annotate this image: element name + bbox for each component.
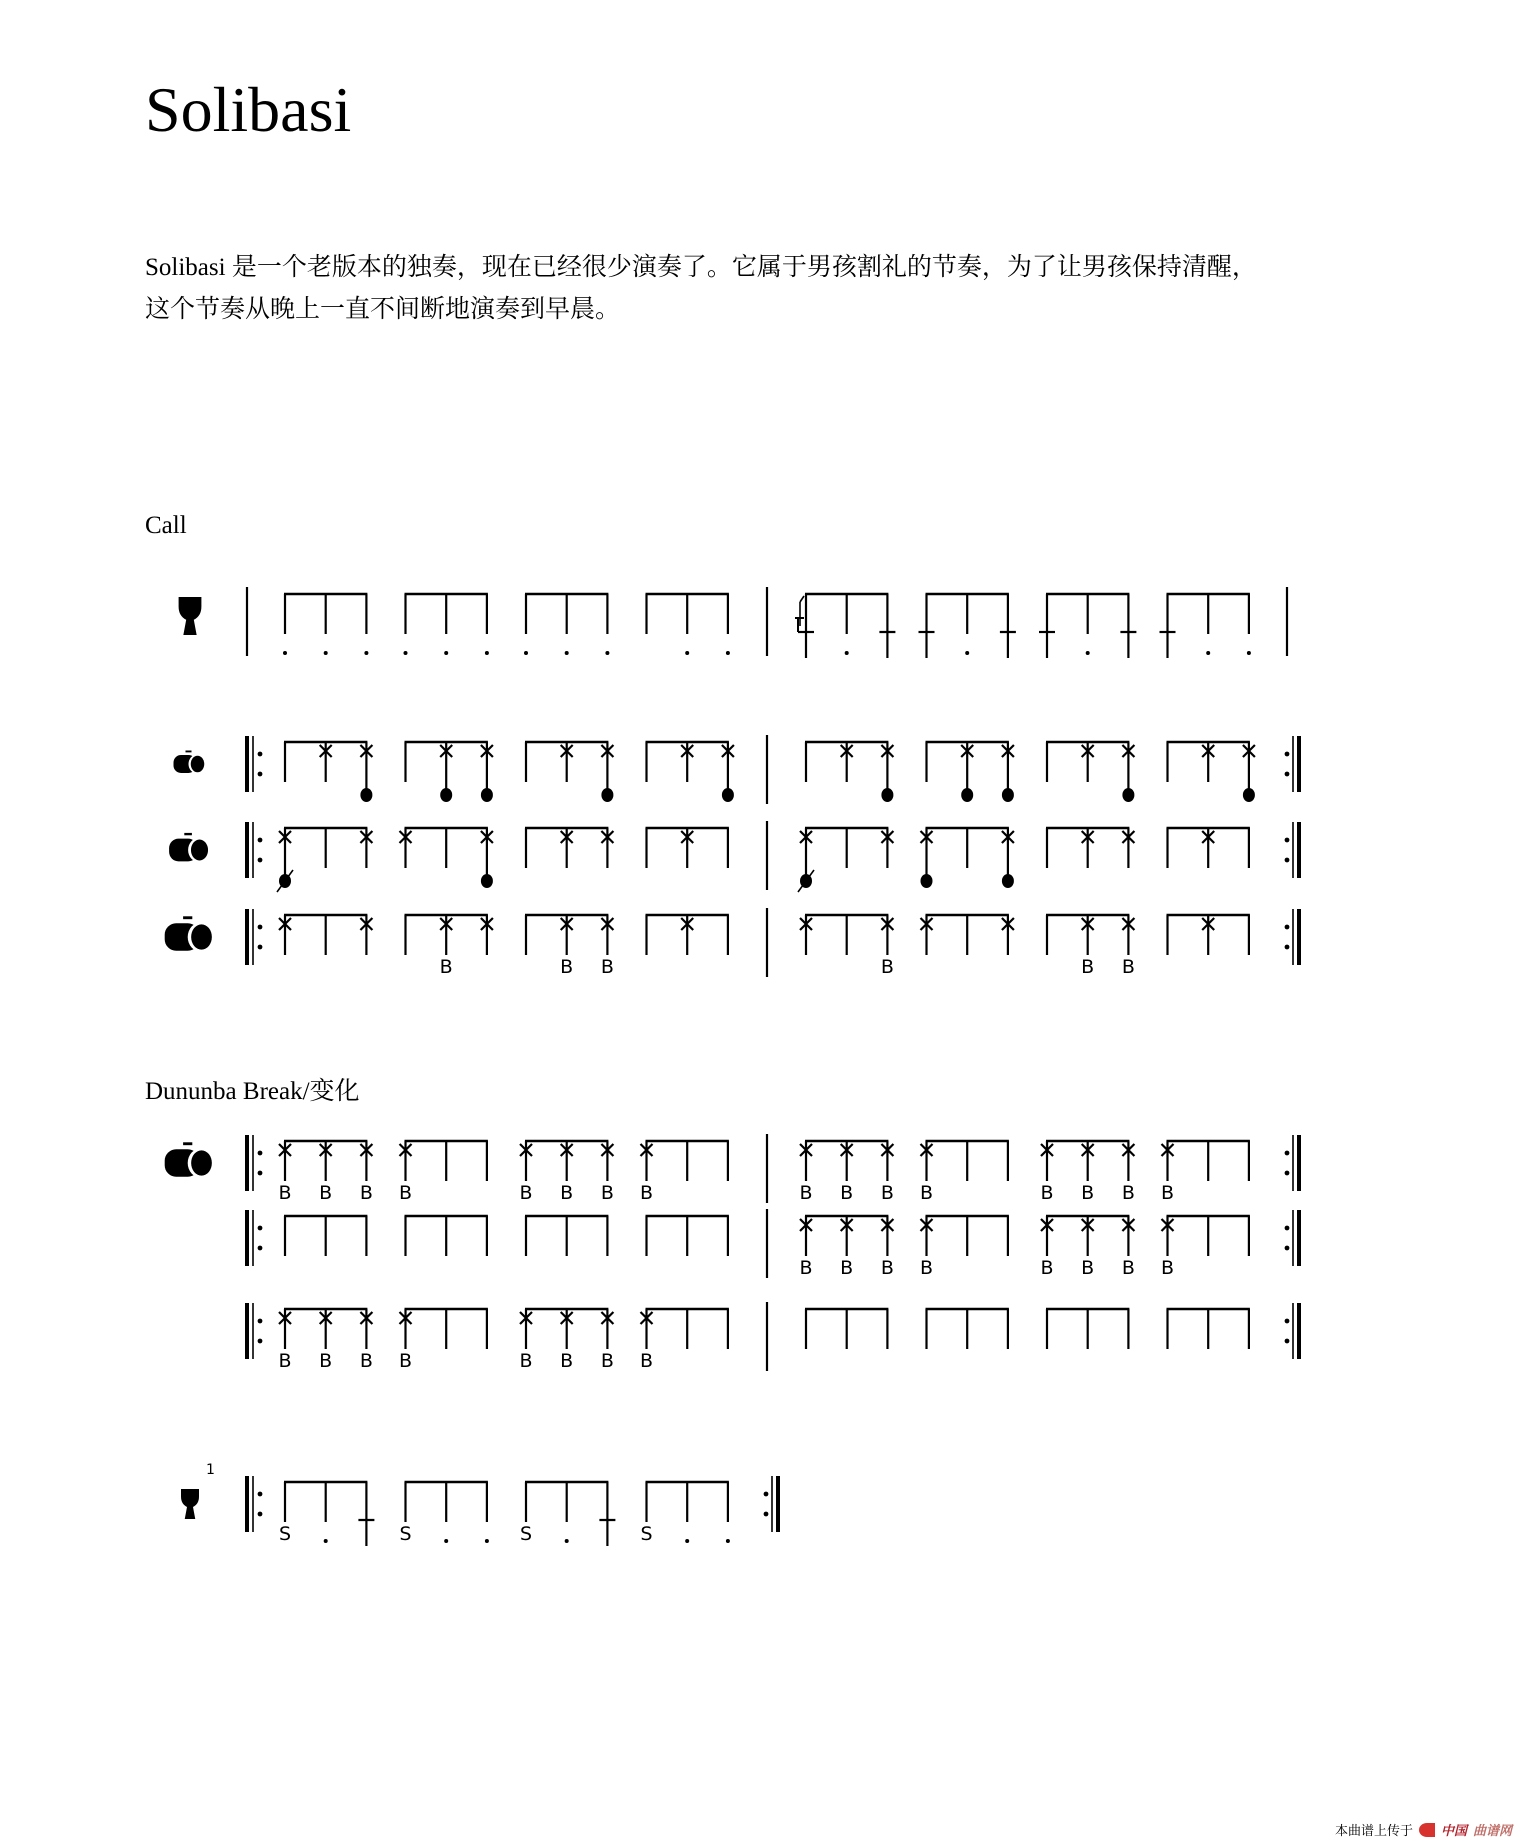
description-line-1: Solibasi 是一个老版本的独奏，现在已经很少演奏了。它属于男孩割礼的节奏，为了让男孩保持清醒， [145,254,1257,281]
beat-group [1167,742,1255,802]
bell-label: B [359,1182,373,1204]
beat-group [920,1141,1009,1204]
dununba-icon [165,916,216,952]
dununba-icon [165,1142,216,1178]
rest-dot [1247,651,1251,655]
rest-dot [1086,651,1090,655]
beat-group [646,742,734,802]
open-note [481,874,493,888]
beat-group [405,742,493,802]
bell-label: B [519,1182,533,1204]
bell-label: B [1081,956,1095,978]
beat-group [524,594,609,655]
bell-label: B [1121,956,1135,978]
staff-djembe-1 [181,1462,778,1546]
upload-text: 本曲谱上传于 [1334,1824,1413,1839]
djembe-icon [181,1489,199,1519]
bell-label: B [1040,1257,1054,1279]
beat-group [278,1309,372,1372]
rest-dot [685,1539,689,1543]
bell-label: B [439,956,453,978]
slap-label: S [399,1523,412,1545]
beat-group [795,594,895,658]
section-label-call: Call [145,512,187,539]
beat-group [525,828,613,868]
beat-group [1046,1309,1129,1349]
staff-call-djembe [179,587,1287,658]
bell-label: B [1121,1182,1135,1204]
bell-label: B [359,1350,373,1372]
site-brand-a: 中国 [1440,1824,1467,1839]
beat-group [279,915,372,955]
bell-label: B [1160,1257,1175,1279]
beat-group [799,1216,893,1279]
open-note [722,788,734,802]
beat-group [399,1141,488,1204]
rest-dot [845,651,849,655]
rest-dot [404,651,408,655]
rest-dot [685,651,689,655]
bell-label: B [519,1350,533,1372]
rest-dot [965,651,969,655]
rest-dot [726,651,730,655]
site-brand-b: 曲谱网 [1472,1824,1512,1839]
open-note [1243,788,1255,802]
beat-group [926,742,1014,802]
beat-group [1046,915,1135,978]
staff-kenkeni [174,735,1300,804]
rest-dot [565,651,569,655]
bell-label: B [560,1350,574,1372]
staff-sangban [169,821,1299,892]
staff-break-1 [165,1134,1299,1204]
beat-group [799,1141,893,1204]
bell-label: B [880,1182,894,1204]
beat-group [805,742,893,802]
bell-label: B [840,1257,854,1279]
open-note [1002,874,1014,888]
beat-group [640,1309,729,1372]
kenkeni-icon [174,751,207,774]
bell-label: B [1160,1182,1175,1204]
bell-label: B [1081,1257,1095,1279]
open-note [961,788,973,802]
bell-label: B [880,1257,894,1279]
beat-group [1167,1309,1250,1349]
beat-group [1046,828,1134,868]
beat-group [1046,742,1134,802]
beat-group [284,742,372,802]
staff-dununba [165,908,1299,978]
beat-group [646,594,730,655]
beat-group [805,1309,888,1349]
beat-group [646,1216,729,1256]
bell-label: B [278,1182,292,1204]
beat-group [646,828,729,868]
beat-group [277,828,372,892]
rest-dot [364,651,368,655]
rest-dot [524,651,528,655]
site-logo-icon [1419,1823,1435,1837]
beat-group [525,1216,608,1256]
beat-group [1161,1141,1250,1204]
bell-label: B [639,1182,654,1204]
slap-label: S [640,1523,653,1545]
open-note [881,788,893,802]
bell-label: B [799,1182,813,1204]
beat-group [1160,594,1251,658]
beat-group [919,594,1016,658]
beat-group [1040,1141,1134,1204]
beat-group [640,1141,729,1204]
rest-dot [565,1539,569,1543]
bell-label: B [560,1182,574,1204]
part-number: 1 [206,1462,215,1478]
beat-group [640,1482,729,1545]
bell-label: B [600,1182,614,1204]
djembe-icon [179,597,202,635]
description-line-2: 这个节奏从晚上一直不间断地演奏到早晨。 [145,296,621,323]
bell-label: B [919,1182,934,1204]
bell-label: B [1081,1182,1095,1204]
slap-label: S [278,1523,292,1545]
rest-dot [283,651,287,655]
beat-group [1161,1216,1250,1279]
beat-group [283,594,368,655]
beat-group [399,1309,488,1372]
bell-label: B [398,1350,413,1372]
beat-group [279,1482,374,1546]
bell-label: B [319,1182,333,1204]
page-title: Solibasi [145,74,352,145]
rest-dot [485,651,489,655]
rest-dot [605,651,609,655]
bell-label: B [560,956,574,978]
beat-group [921,915,1014,955]
rest-dot [324,651,328,655]
rest-dot [444,1539,448,1543]
bell-label: B [398,1182,413,1204]
bell-label: B [639,1350,654,1372]
slap-label: S [519,1523,533,1545]
beat-group [798,828,893,892]
beat-group [1039,594,1136,658]
open-note [481,788,493,802]
bell-label: B [278,1350,292,1372]
bell-label: B [1040,1182,1054,1204]
rest-dot [444,651,448,655]
beat-group [1167,915,1250,955]
footer [1335,1820,1512,1839]
beat-group [1167,828,1250,868]
bell-label: B [600,1350,614,1372]
beat-group [525,915,614,978]
beat-group [800,915,894,978]
beat-group [921,828,1014,888]
beat-group [519,1141,613,1204]
bell-label: B [319,1350,333,1372]
beat-group [525,742,613,802]
beat-group [926,1309,1009,1349]
beat-group [278,1141,372,1204]
open-note [360,788,372,802]
beat-group [405,1216,488,1256]
rest-dot [1206,651,1210,655]
section-label-break: Dununba Break/变化 [145,1078,360,1105]
open-note [921,874,933,888]
staff-break-2 [247,1209,1299,1279]
open-note [601,788,613,802]
beat-group [404,594,489,655]
bell-label: B [799,1257,813,1279]
rest-dot [324,1539,328,1543]
open-note [440,788,452,802]
open-note [1002,788,1014,802]
bell-label: B [919,1257,934,1279]
bell-label: B [880,956,894,978]
beat-group [405,915,493,978]
beat-group [400,828,493,888]
bell-label: B [1121,1257,1135,1279]
staff-break-3 [247,1302,1299,1372]
beat-group [520,1482,615,1546]
bell-label: B [840,1182,854,1204]
beat-group [920,1216,1009,1279]
beat-group [646,915,729,955]
beat-group [284,1216,367,1256]
rest-dot [726,1539,730,1543]
bell-label: B [600,956,614,978]
beat-group [399,1482,488,1545]
beat-group [519,1309,613,1372]
rest-dot [485,1539,489,1543]
open-note [1122,788,1134,802]
sangban-icon [169,833,211,862]
beat-group [1040,1216,1134,1279]
